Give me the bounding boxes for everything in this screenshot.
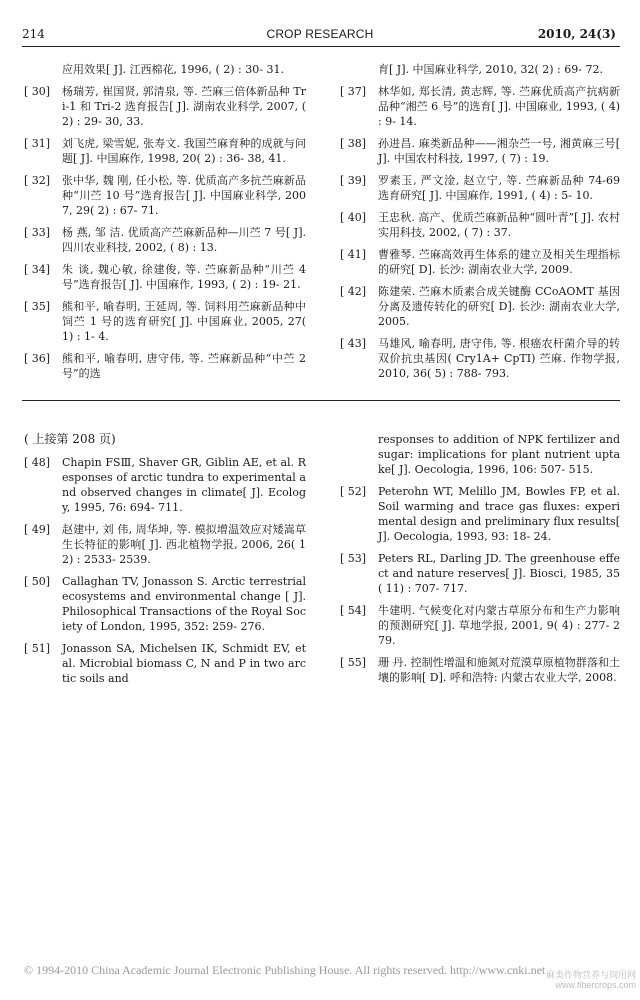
references-top-left: [24, 62, 306, 388]
reference-item: [24, 455, 306, 515]
reference-item: [24, 225, 306, 255]
reference-text: 孙进昌. 麻类新品种——湘杂苎一号, 湘黄麻三号[ J]. 中国农村科技, 1997, ( 7) : 19.: [378, 137, 620, 165]
reference-text: Peterohn WT, Melillo JM, Bowles FP, et al. Soil warming and trace gas fluxes: experimental design and preliminary flux results[ J]. Oecologia, 1993, 93: 18- 24.: [378, 485, 620, 543]
reference-number: [ 31]: [24, 137, 51, 150]
reference-text: 朱 谈, 魏心敏, 徐建俊, 等. 苎麻新品种“川苎 4 号”选育报告[ J]. 中国麻作, 1993, ( 2) : 19- 21.: [62, 263, 306, 291]
copyright-footer: © 1994-2010 China Academic Journal Electronic Publishing House. All rights reserved. http://www.cnki.net: [24, 963, 546, 977]
reference-item: [24, 351, 306, 381]
reference-item: [340, 136, 620, 166]
reference-item: [340, 603, 620, 648]
reference-number: [ 38]: [340, 137, 367, 150]
reference-number: [ 37]: [340, 85, 367, 98]
reference-item: [24, 173, 306, 218]
reference-item: [340, 484, 620, 544]
references-bottom-left: [24, 430, 306, 693]
reference-number: [ 42]: [340, 285, 367, 298]
reference-item: [340, 62, 620, 77]
reference-item: [24, 62, 306, 77]
reference-number: [ 34]: [24, 263, 51, 276]
reference-number: [ 49]: [24, 523, 51, 536]
reference-text: 育[ J]. 中国麻业科学, 2010, 32( 2) : 69- 72.: [378, 63, 603, 76]
journal-title: CROP RESEARCH: [266, 27, 374, 41]
reference-item: [24, 299, 306, 344]
reference-text: 曹雅琴. 苎麻高效再生体系的建立及相关生理指标的研究[ D]. 长沙: 湖南农业大学, 2009.: [378, 248, 620, 276]
reference-text: Callaghan TV, Jonasson S. Arctic terrestrial ecosystems and environmental change [ J]. Philosophical Transactions of the Royal Society of London, 1995, 352: 259- 276.: [62, 575, 306, 633]
reference-number: [ 35]: [24, 300, 51, 313]
reference-text: 刘飞虎, 梁雪妮, 张寿文. 我国苎麻育种的成就与问题[ J]. 中国麻作, 1998, 20( 2) : 36- 38, 41.: [62, 137, 306, 165]
reference-text: 珊 丹. 控制性增温和施氮对荒漠草原植物群落和土壤的影响[ D]. 呼和浩特: 内蒙古农业大学, 2008.: [378, 656, 620, 684]
reference-text: 应用效果[ J]. 江西棉花, 1996, ( 2) : 30- 31.: [62, 63, 284, 76]
reference-text: 熊和平, 喻春明, 唐守伟, 等. 苎麻新品种“中苎 2 号”的选: [62, 352, 306, 380]
reference-number: [ 32]: [24, 174, 51, 187]
reference-text: 林华如, 郑长清, 黄志辉, 等. 苎麻优质高产抗病新品种“湘苎 6 号”的选育[ J]. 中国麻业, 1993, ( 4) : 9- 14.: [378, 85, 620, 128]
reference-text: 陈建荣. 苎麻木质素合成关键酶 CCoAOMT 基因分离及遗传转化的研究[ D]. 长沙: 湖南农业大学, 2005.: [378, 285, 620, 328]
page-header: [0, 0, 640, 56]
section-divider: [22, 400, 620, 401]
references-bottom-right: [340, 432, 620, 692]
reference-number: [ 41]: [340, 248, 367, 261]
reference-number: [ 53]: [340, 552, 367, 565]
issue-info: 2010, 24(3): [537, 27, 616, 41]
reference-text: 杨瑞芳, 崔国贤, 郭清泉, 等. 苎麻三倍体新品种 Tri-1 和 Tri-2 选育报告[ J]. 湖南农业科学, 2007, ( 2) : 29- 30, 33.: [62, 85, 306, 128]
reference-number: [ 51]: [24, 642, 51, 655]
reference-item: [24, 574, 306, 634]
reference-item: [340, 655, 620, 685]
reference-item: [340, 284, 620, 329]
reference-item: [340, 551, 620, 596]
reference-item: [340, 247, 620, 277]
reference-item: [24, 136, 306, 166]
reference-item: [340, 173, 620, 203]
reference-text: 牛建明. 气候变化对内蒙古草原分布和生产力影响的预测研究[ J]. 草地学报, 2001, 9( 4) : 277- 279.: [378, 604, 620, 647]
reference-text: 罗素玉, 严文淦, 赵立宁, 等. 苎麻新品种 74-69 选育研究[ J]. 中国麻作, 1991, ( 4) : 5- 10.: [378, 174, 620, 202]
reference-number: [ 36]: [24, 352, 51, 365]
reference-number: [ 55]: [340, 656, 367, 669]
reference-item: [340, 432, 620, 477]
reference-item: [24, 641, 306, 686]
reference-number: [ 54]: [340, 604, 367, 617]
reference-item: [340, 210, 620, 240]
reference-number: [ 33]: [24, 226, 51, 239]
reference-text: 赵建中, 刘 伟, 周华坤, 等. 模拟增温效应对矮嵩草生长特征的影响[ J]. 西北植物学报, 2006, 26( 12) : 2533- 2539.: [62, 523, 306, 566]
watermark-url: www.fibercrops.com: [555, 980, 636, 990]
reference-text: Peters RL, Darling JD. The greenhouse effect and nature reserves[ J]. Biosci, 1985, 35( 11) : 707- 717.: [378, 552, 620, 595]
page-number: 214: [22, 27, 45, 41]
reference-item: [24, 84, 306, 129]
reference-number: [ 48]: [24, 456, 51, 469]
reference-item: [24, 262, 306, 292]
reference-number: [ 39]: [340, 174, 367, 187]
reference-text: 王忠秋. 高产、优质苎麻新品种“圆叶青”[ J]. 农村实用科技, 2002, ( 7) : 37.: [378, 211, 620, 239]
reference-number: [ 30]: [24, 85, 51, 98]
reference-number: [ 43]: [340, 337, 367, 350]
reference-text: Chapin FSⅢ, Shaver GR, Giblin AE, et al. Responses of arctic tundra to experimental and observed changes in climate[ J]. Ecology, 1995, 76: 694- 711.: [62, 456, 306, 514]
reference-number: [ 52]: [340, 485, 367, 498]
reference-number: [ 40]: [340, 211, 367, 224]
reference-text: 杨 燕, 邹 洁. 优质高产苎麻新品种—川苎 7 号[ J]. 四川农业科技, 2002, ( 8) : 13.: [62, 226, 306, 254]
reference-number: [ 50]: [24, 575, 51, 588]
reference-item: [24, 522, 306, 567]
reference-text: 熊和平, 喻春明, 王延周, 等. 饲料用苎麻新品种中饲苎 1 号的选育研究[ J]. 中国麻业, 2005, 27( 1) : 1- 4.: [62, 300, 306, 343]
reference-text: 张中华, 魏 刚, 任小松, 等. 优质高产多抗苎麻新品种“川苎 10 号”选育报告[ J]. 中国麻业科学, 2007, 29( 2) : 67- 71.: [62, 174, 306, 217]
reference-item: [340, 84, 620, 129]
reference-text: responses to addition of NPK fertilizer and sugar: implications for plant nutrient uptake[ J]. Oecologia, 1996, 106: 507- 515.: [378, 433, 620, 476]
reference-text: 马雄风, 喻春明, 唐守伟, 等. 根癌农杆菌介导的转双价抗虫基因( Cry1A+ CpTI) 苎麻. 作物学报, 2010, 36( 5) : 788- 793.: [378, 337, 620, 380]
references-top-right: [340, 62, 620, 388]
reference-text: Jonasson SA, Michelsen IK, Schmidt EV, et al. Microbial biomass C, N and P in two arctic soils and: [62, 642, 306, 685]
watermark-site-name: 麻类作物营养与饲用网: [545, 970, 636, 980]
header-rule: [22, 46, 620, 47]
continued-from-label: ( 上接第 208 页): [24, 432, 116, 446]
reference-item: [340, 336, 620, 381]
